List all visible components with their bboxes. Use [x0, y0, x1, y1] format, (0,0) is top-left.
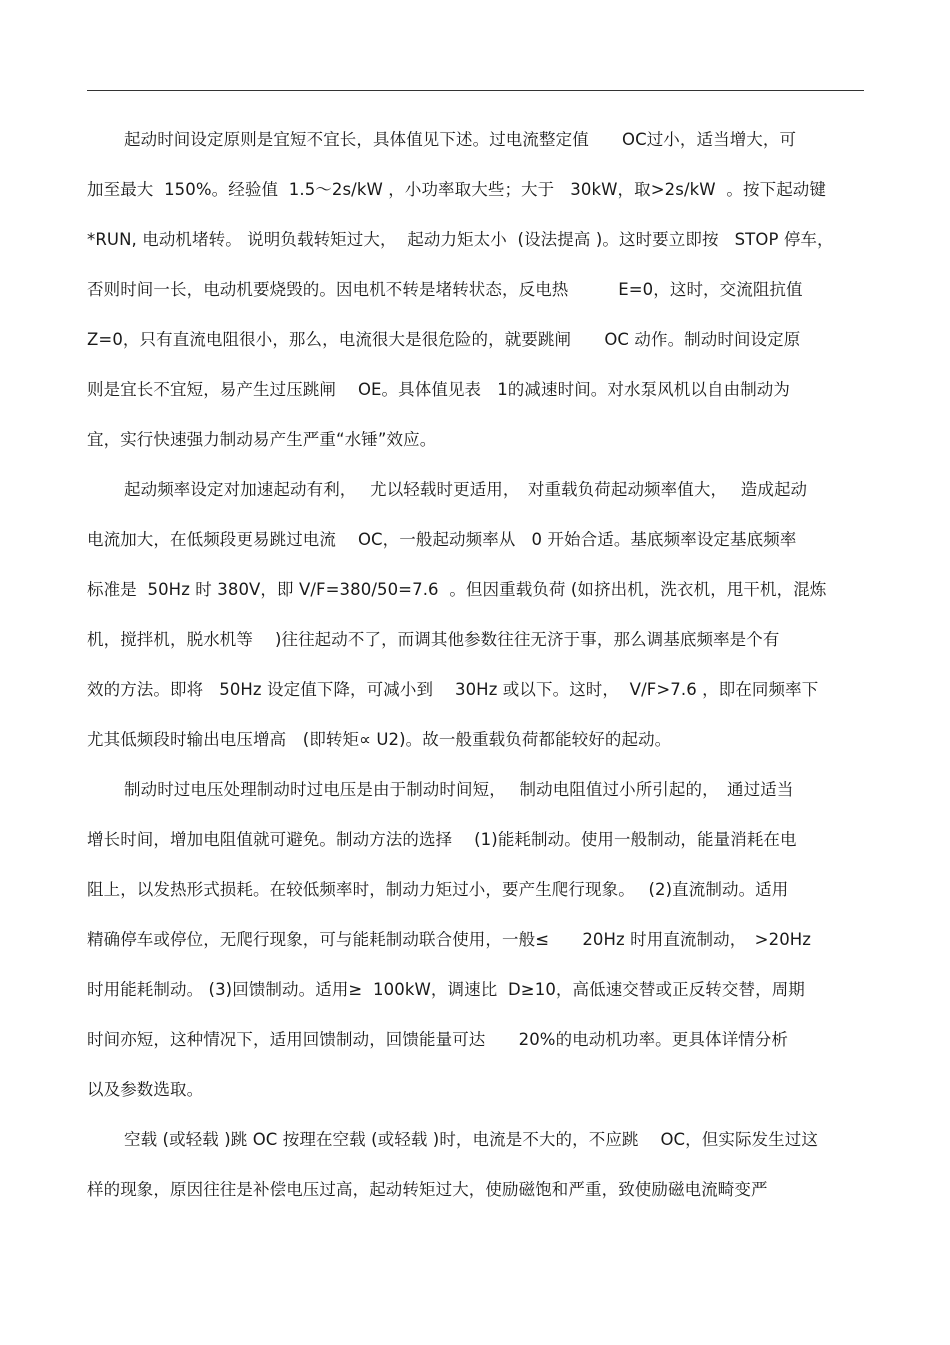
paragraph-no-load-trip: [87, 1121, 864, 1221]
text-line: *RUN, 电动机堵转。 说明负载转矩过大， 起动力矩太小 (设法提高 )。这时要立即按 STOP 停车，: [87, 230, 834, 249]
header-rule: [87, 90, 864, 91]
text-line: 宜，实行快速强力制动易产生严重“水锤”效应。: [87, 430, 437, 449]
text-line: 阻上，以发热形式损耗。在较低频率时，制动力矩过小，要产生爬行现象。 (2)直流制动。适用: [87, 880, 789, 899]
text-line: 起动时间设定原则是宜短不宜长，具体值见下述。过电流整定值 OC过小，适当增大，可: [124, 130, 797, 149]
text-line: 空载 (或轻载 )跳 OC 按理在空载 (或轻载 )时，电流是不大的，不应跳 OC，但实际发生过这: [124, 1130, 818, 1149]
text-line: 机，搅拌机，脱水机等 )往往起动不了，而调其他参数往往无济于事，那么调基底频率是个有: [87, 630, 780, 649]
text-line: 增长时间，增加电阻值就可避免。制动方法的选择 (1)能耗制动。使用一般制动，能量消耗在电: [87, 830, 797, 849]
text-line: 时用能耗制动。 (3)回馈制动。适用≥ 100kW，调速比 D≥10，高低速交替或正反转交替，周期: [87, 980, 805, 999]
text-line: 起动频率设定对加速起动有利， 尤以轻载时更适用， 对重载负荷起动频率值大， 造成起动: [124, 480, 808, 499]
text-line: 精确停车或停位，无爬行现象，可与能耗制动联合使用，一般≤ 20Hz 时用直流制动， >20Hz: [87, 930, 812, 949]
text-line: 则是宜长不宜短，易产生过压跳闸 OE。具体值见表 1的减速时间。对水泵风机以自由制动为: [87, 380, 790, 399]
paragraph-starting-time: [87, 121, 864, 471]
text-line: 加至最大 150%。经验值 1.5～2s/kW ，小功率取大些；大于 30kW，取>2s/kW 。按下起动键: [87, 180, 826, 199]
paragraph-braking-overvoltage: [87, 771, 864, 1121]
text-line: 否则时间一长，电动机要烧毁的。因电机不转是堵转状态，反电热 E=0，这时，交流阻抗值: [87, 280, 803, 299]
paragraph-starting-frequency: [87, 471, 864, 771]
text-line: 尤其低频段时输出电压增高 (即转矩∝ U2)。故一般重载负荷都能较好的起动。: [87, 730, 672, 749]
body-text: [87, 121, 864, 1221]
text-line: 制动时过电压处理制动时过电压是由于制动时间短， 制动电阻值过小所引起的， 通过适当: [124, 780, 794, 799]
text-line: 标准是 50Hz 时 380V，即 V/F=380/50=7.6 。但因重载负荷 (如挤出机，洗衣机，甩干机，混炼: [87, 580, 827, 599]
text-line: 以及参数选取。: [87, 1080, 204, 1099]
text-line: 电流加大，在低频段更易跳过电流 OC，一般起动频率从 0 开始合适。基底频率设定基底频率: [87, 530, 797, 549]
text-line: 时间亦短，这种情况下，适用回馈制动，回馈能量可达 20%的电动机功率。更具体详情分析: [87, 1030, 788, 1049]
text-line: Z=0，只有直流电阻很小，那么，电流很大是很危险的，就要跳闸 OC 动作。制动时间设定原: [87, 330, 801, 349]
text-line: 效的方法。即将 50Hz 设定值下降，可减小到 30Hz 或以下。这时， V/F>7.6 ，即在同频率下: [87, 680, 819, 699]
text-line: 样的现象，原因往往是补偿电压过高，起动转矩过大，使励磁饱和严重，致使励磁电流畸变严: [87, 1180, 768, 1199]
